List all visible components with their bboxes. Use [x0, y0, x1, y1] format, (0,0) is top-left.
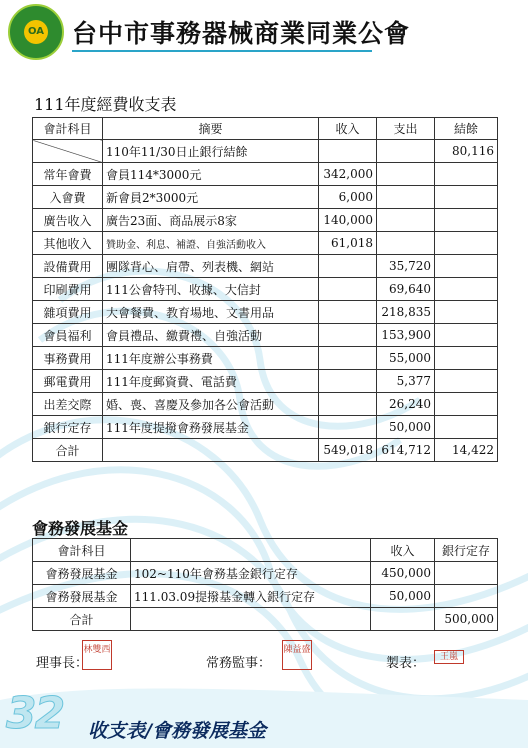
- fund-total-label: 合計: [33, 608, 131, 631]
- expense-cell: [377, 186, 435, 209]
- summary-cell: 贊助金、利息、補證、自強活動收入: [103, 232, 319, 255]
- report-title: 111年度經費收支表: [34, 95, 177, 114]
- fund-summary: 111.03.09提撥基金轉入銀行定存: [131, 585, 371, 608]
- table-row: [33, 324, 498, 347]
- fund-row: [33, 562, 498, 585]
- summary-cell: 婚、喪、喜慶及參加各公會活動: [103, 393, 319, 416]
- empty-cell: [435, 255, 498, 278]
- supervisor-label: 常務監事：: [206, 656, 272, 671]
- fund-col-account: 會計科目: [33, 539, 131, 562]
- expense-cell: [377, 163, 435, 186]
- empty-cell: [435, 416, 498, 439]
- opening-balance: 80,116: [435, 140, 498, 163]
- fund-header-row: [33, 539, 498, 562]
- fund-total-deposit: 500,000: [435, 608, 498, 631]
- account-cell: 會員福利: [33, 324, 103, 347]
- development-fund-table: [32, 538, 498, 631]
- col-header-balance: 結餘: [435, 118, 498, 140]
- empty-cell: [435, 186, 498, 209]
- income-cell: [319, 393, 377, 416]
- col-header-income: 收入: [319, 118, 377, 140]
- account-cell: 其他收入: [33, 232, 103, 255]
- supervisor-seal: 陳益盛: [282, 640, 312, 670]
- account-cell: 廣告收入: [33, 209, 103, 232]
- total-row: [33, 439, 498, 462]
- table-row: [33, 278, 498, 301]
- expense-cell: 5,377: [377, 370, 435, 393]
- summary-cell: 111年度提撥會務發展基金: [103, 416, 319, 439]
- total-label: 合計: [33, 439, 103, 462]
- empty-cell: [371, 608, 435, 631]
- expense-cell: 69,640: [377, 278, 435, 301]
- summary-cell: 廣告23面、商品展示8家: [103, 209, 319, 232]
- opening-summary: 110年11/30日止銀行結餘: [103, 140, 319, 163]
- table-row: [33, 301, 498, 324]
- fund-income: 450,000: [371, 562, 435, 585]
- fund-account: 會務發展基金: [33, 585, 131, 608]
- income-cell: [319, 347, 377, 370]
- income-cell: [319, 370, 377, 393]
- summary-cell: 111公會特刊、收據、大信封: [103, 278, 319, 301]
- empty-cell: [103, 439, 319, 462]
- summary-cell: 111年度辦公事務費: [103, 347, 319, 370]
- summary-cell: 會員114*3000元: [103, 163, 319, 186]
- table-row: [33, 209, 498, 232]
- expense-cell: 50,000: [377, 416, 435, 439]
- account-cell: 銀行定存: [33, 416, 103, 439]
- empty-cell: [435, 163, 498, 186]
- expense-cell: [377, 209, 435, 232]
- association-name: 台中市事務器械商業同業公會: [72, 19, 411, 48]
- col-header-account: 會計科目: [33, 118, 103, 140]
- fund-deposit: [435, 562, 498, 585]
- table-row: [33, 255, 498, 278]
- empty-cell: [131, 608, 371, 631]
- account-cell: 郵電費用: [33, 370, 103, 393]
- col-header-summary: 摘要: [103, 118, 319, 140]
- page-number: 32: [6, 688, 64, 739]
- income-expense-table: [32, 117, 498, 462]
- income-cell: [319, 255, 377, 278]
- association-logo: [8, 4, 64, 60]
- expense-cell: 153,900: [377, 324, 435, 347]
- empty-cell: [435, 324, 498, 347]
- empty-cell: [435, 278, 498, 301]
- total-income: 549,018: [319, 439, 377, 462]
- preparer-seal: 王嵐: [434, 650, 464, 664]
- total-expense: 614,712: [377, 439, 435, 462]
- table-row: [33, 347, 498, 370]
- chairman-label: 理事長：: [36, 656, 89, 671]
- col-header-expense: 支出: [377, 118, 435, 140]
- income-cell: [319, 324, 377, 347]
- summary-cell: 大會餐費、教育場地、文書用品: [103, 301, 319, 324]
- expense-cell: 218,835: [377, 301, 435, 324]
- table-row: [33, 393, 498, 416]
- summary-cell: 會員禮品、繳費禮、自強活動: [103, 324, 319, 347]
- income-cell: 140,000: [319, 209, 377, 232]
- fund-title: 會務發展基金: [32, 519, 129, 538]
- empty-cell: [435, 370, 498, 393]
- summary-cell: 111年度郵資費、電話費: [103, 370, 319, 393]
- opening-balance-row: [33, 140, 498, 163]
- summary-cell: 新會員2*3000元: [103, 186, 319, 209]
- fund-col-deposit: 銀行定存: [435, 539, 498, 562]
- empty-cell: [435, 232, 498, 255]
- chairman-seal: 林雙西: [82, 640, 112, 670]
- account-cell: 雜項費用: [33, 301, 103, 324]
- preparer-label: 製表：: [386, 656, 426, 671]
- table-header-row: [33, 118, 498, 140]
- empty-cell: [435, 393, 498, 416]
- footer-section-title: 收支表/會務發展基金: [88, 720, 266, 742]
- empty-cell: [377, 140, 435, 163]
- account-cell: 設備費用: [33, 255, 103, 278]
- fund-account: 會務發展基金: [33, 562, 131, 585]
- empty-cell: [435, 209, 498, 232]
- fund-col-summary: [131, 539, 371, 562]
- account-cell: 事務費用: [33, 347, 103, 370]
- report-rows: [33, 163, 498, 439]
- fund-summary: 102~110年會務基金銀行定存: [131, 562, 371, 585]
- expense-cell: 26,240: [377, 393, 435, 416]
- total-balance: 14,422: [435, 439, 498, 462]
- table-row: [33, 370, 498, 393]
- empty-cell: [435, 301, 498, 324]
- empty-cell: [435, 347, 498, 370]
- table-row: [33, 232, 498, 255]
- diagonal-cell: [33, 140, 103, 163]
- income-cell: [319, 301, 377, 324]
- income-cell: 61,018: [319, 232, 377, 255]
- fund-row: [33, 585, 498, 608]
- fund-total-row: [33, 608, 498, 631]
- fund-deposit: [435, 585, 498, 608]
- account-cell: 常年會費: [33, 163, 103, 186]
- table-row: [33, 186, 498, 209]
- income-cell: 342,000: [319, 163, 377, 186]
- header: [0, 0, 528, 62]
- logo-text: OA: [24, 20, 48, 44]
- empty-cell: [319, 140, 377, 163]
- expense-cell: [377, 232, 435, 255]
- account-cell: 印刷費用: [33, 278, 103, 301]
- fund-col-income: 收入: [371, 539, 435, 562]
- income-cell: 6,000: [319, 186, 377, 209]
- income-cell: [319, 278, 377, 301]
- fund-income: 50,000: [371, 585, 435, 608]
- account-cell: 入會費: [33, 186, 103, 209]
- summary-cell: 團隊背心、肩帶、列表機、網站: [103, 255, 319, 278]
- header-divider: [72, 50, 372, 52]
- table-row: [33, 163, 498, 186]
- expense-cell: 35,720: [377, 255, 435, 278]
- table-row: [33, 416, 498, 439]
- income-cell: [319, 416, 377, 439]
- expense-cell: 55,000: [377, 347, 435, 370]
- account-cell: 出差交際: [33, 393, 103, 416]
